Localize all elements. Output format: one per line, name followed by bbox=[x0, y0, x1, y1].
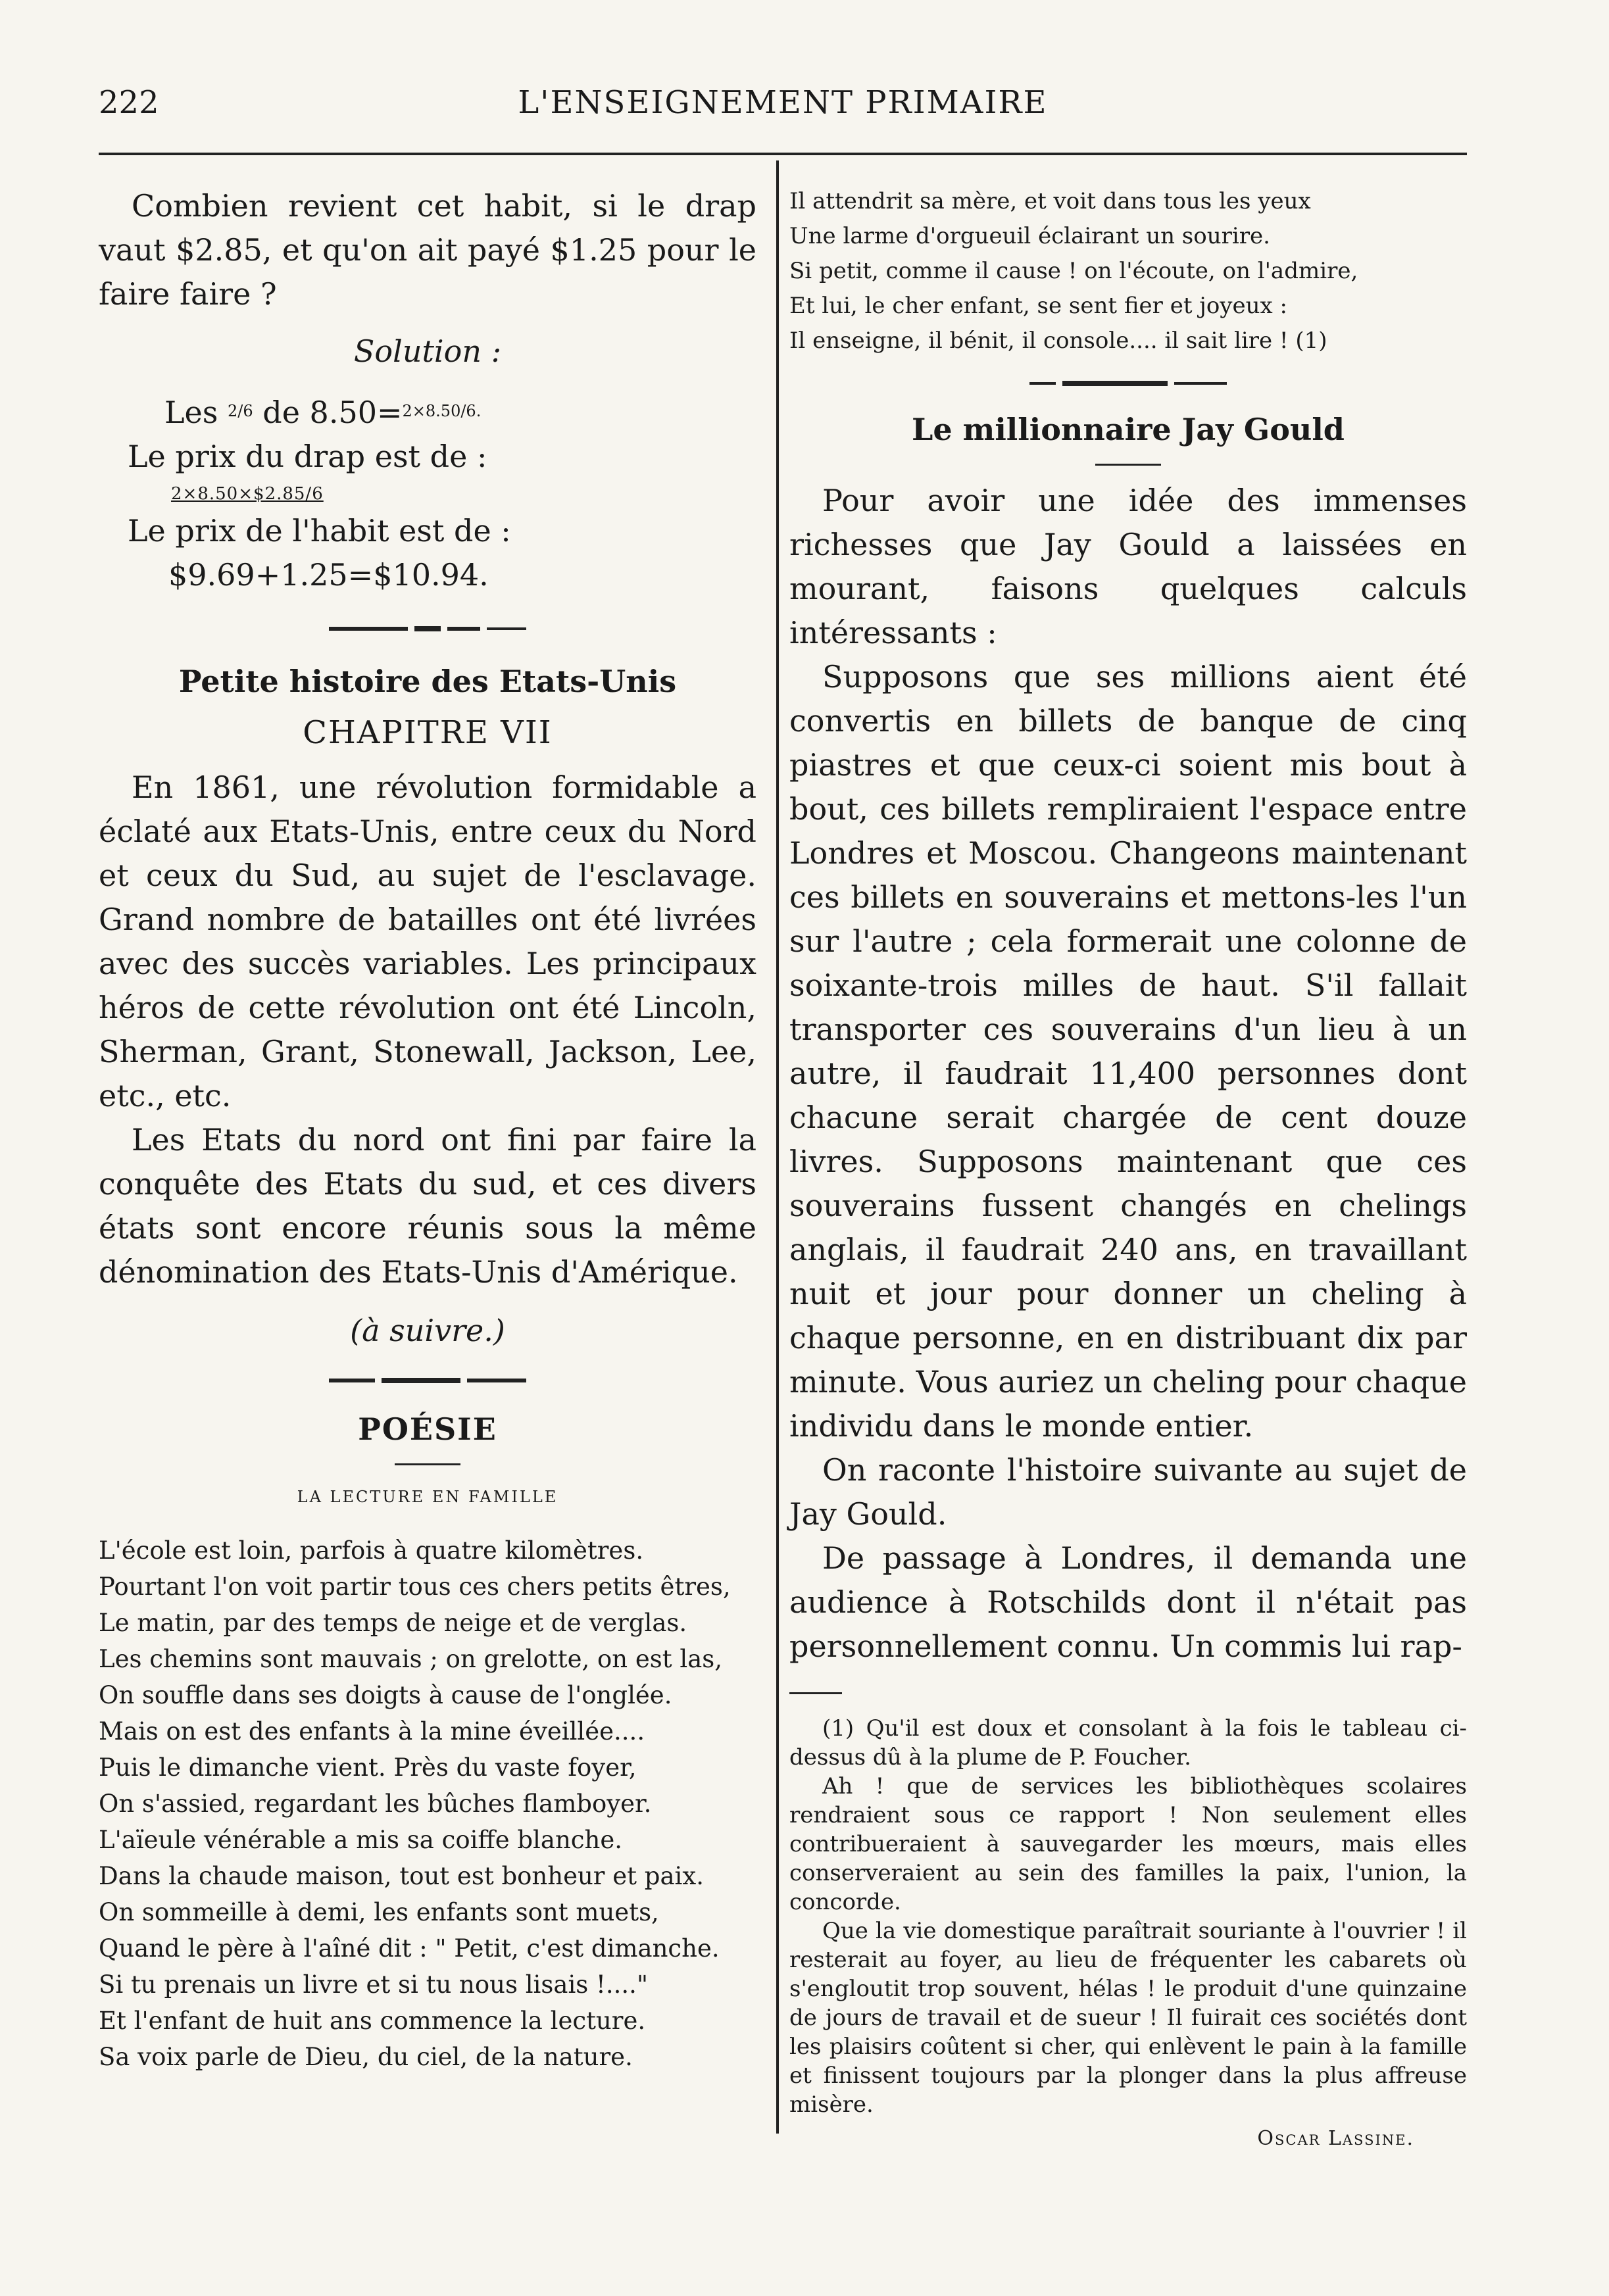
poem-line: Les chemins sont mauvais ; on grelotte, on est las, bbox=[99, 1645, 723, 1673]
poem-line: On souffle dans ses doigts à cause de l'onglée. bbox=[99, 1681, 672, 1709]
verse-line: Et lui, le cher enfant, se sent fier et joyeux : bbox=[789, 293, 1287, 319]
poem-line: Si tu prenais un livre et si tu nous lisais !...." bbox=[99, 1970, 648, 1999]
column-divider bbox=[776, 160, 779, 2134]
verse-line: Il attendrit sa mère, et voit dans tous les yeux bbox=[789, 188, 1311, 214]
footnote-3: Que la vie domestique paraîtrait souriante à l'ouvrier ! il resterait au foyer, au lieu de fréquenter les cabarets où s'engloutit trop souvent, hélas ! le produit d'une quinzaine de jours de travail et de sueur ! Il fuirait ces sociétés dont les plaisirs coûtent si cher, qui enlèvent le pain à la famille et finissent toujours par la plonger dans la plus affreuse misère. bbox=[789, 1918, 1467, 2118]
header-rule bbox=[99, 153, 1467, 155]
poem-line: Et l'enfant de huit ans commence la lecture. bbox=[99, 2007, 646, 2035]
math-line1-prefix: Les bbox=[164, 395, 218, 430]
page-number: 222 bbox=[99, 84, 159, 121]
poesie-rule bbox=[395, 1463, 460, 1465]
poem-line: L'aïeule vénérable a mis sa coiffe blanche. bbox=[99, 1826, 622, 1854]
poem-line: L'école est loin, parfois à quatre kilomètres. bbox=[99, 1536, 644, 1565]
poem-line: Sa voix parle de Dieu, du ciel, de la nature. bbox=[99, 2043, 633, 2071]
math-line-3: Le prix de l'habit est de : bbox=[128, 513, 511, 549]
poem-line: Mais on est des enfants à la mine éveillée.... bbox=[99, 1717, 645, 1746]
math-line1-expression: 2×8.50/6. bbox=[402, 402, 482, 420]
a-suivre: (à suivre.) bbox=[350, 1313, 505, 1348]
article-paragraph-1: Pour avoir une idée des immenses richesses que Jay Gould a laissées en mourant, faisons quelques calculs intéressants : bbox=[789, 483, 1467, 650]
poem-line: On s'assied, regardant les bûches flamboyer. bbox=[99, 1790, 652, 1818]
verse-line: Il enseigne, il bénit, il console.... il sait lire ! (1) bbox=[789, 328, 1327, 354]
running-title: L'ENSEIGNEMENT PRIMAIRE bbox=[518, 84, 1048, 121]
poem-line: Puis le dimanche vient. Près du vaste foyer, bbox=[99, 1753, 637, 1782]
math-line-1 bbox=[99, 389, 756, 435]
poem-line: Dans la chaude maison, tout est bonheur et paix. bbox=[99, 1862, 704, 1890]
right-column bbox=[789, 184, 1467, 2150]
poem-title: LA LECTURE EN FAMILLE bbox=[297, 1488, 558, 1506]
article-title: Le millionnaire Jay Gould bbox=[912, 412, 1345, 447]
verse-line: Une larme d'orgueuil éclairant un sourire. bbox=[789, 223, 1270, 249]
verse-continuation bbox=[789, 184, 1467, 358]
solution-label: Solution : bbox=[353, 333, 502, 369]
footnote-rule bbox=[789, 1692, 842, 1694]
math-fraction: 2/6 bbox=[228, 402, 253, 420]
history-paragraph-2: Les Etats du nord ont fini par faire la conquête des Etats du sud, et ces divers états sont encore réunis sous la même dénomination des Etats-Unis d'Amérique. bbox=[99, 1122, 756, 1290]
signature: Oscar Lassine. bbox=[1257, 2127, 1414, 2150]
poesie-title: POÉSIE bbox=[358, 1411, 497, 1447]
article-rule bbox=[1095, 464, 1161, 466]
footnote-1: (1) Qu'il est doux et consolant à la fois le tableau ci-dessus dû à la plume de P. Foucher. bbox=[789, 1715, 1467, 1771]
article-paragraph-4: De passage à Londres, il demanda une audience à Rotschilds dont il n'était pas personnellement connu. Un commis lui rap- bbox=[789, 1540, 1467, 1664]
ornament-divider-1 bbox=[329, 623, 526, 634]
problem-text: Combien revient cet habit, si le drap vaut $2.85, et qu'on ait payé $1.25 pour le faire faire ? bbox=[99, 188, 756, 312]
math-line-2: Le prix du drap est de : bbox=[128, 439, 487, 474]
article-paragraph-3: On raconte l'histoire suivante au sujet de Jay Gould. bbox=[789, 1452, 1467, 1532]
poem-line: On sommeille à demi, les enfants sont muets, bbox=[99, 1898, 659, 1926]
footnote-2: Ah ! que de services les bibliothèques scolaires rendraient sous ce rapport ! Non seulement elles contribueraient à sauvegarder les mœurs, mais elles conserveraient au sein des familles la paix, l'union, la concorde. bbox=[789, 1773, 1467, 1915]
ornament-divider-3 bbox=[1029, 378, 1227, 389]
poem-line: Pourtant l'on voit partir tous ces chers petits êtres, bbox=[99, 1573, 731, 1601]
history-title: Petite histoire des Etats-Unis bbox=[178, 664, 677, 699]
poem-line: Le matin, par des temps de neige et de verglas. bbox=[99, 1609, 687, 1637]
chapter-heading: CHAPITRE VII bbox=[303, 714, 553, 751]
history-paragraph-1: En 1861, une révolution formidable a éclaté aux Etats-Unis, entre ceux du Nord et ceux du Sud, au sujet de l'esclavage. Grand nombre de batailles ont été livrées avec des succès variables. Les principaux héros de cette révolution ont été Lincoln, Sherman, Grant, Stonewall, Jackson, Lee, etc., etc. bbox=[99, 769, 756, 1113]
ornament-divider-2 bbox=[329, 1375, 526, 1386]
math-line2-expression: 2×8.50×$2.85/6 bbox=[171, 484, 324, 504]
page-header bbox=[99, 78, 1467, 130]
left-column bbox=[99, 184, 756, 2075]
poem-line: Quand le père à l'aîné dit : " Petit, c'est dimanche. bbox=[99, 1934, 720, 1963]
article-paragraph-2: Supposons que ses millions aient été convertis en billets de banque de cinq piastres et que ceux-ci soient mis bout à bout, ces billets rempliraient l'espace entre Londres et Moscou. Changeons maintenant ces billets en souverains et mettons-les l'un sur l'autre ; cela formerait une colonne de soixante-trois milles de haut. S'il fallait transporter ces souverains d'un lieu à un autre, il faudrait 11,400 personnes dont chacune serait chargée de cent douze livres. Supposons maintenant que ces souverains fussent changés en chelings anglais, il faudrait 240 ans, en travaillant nuit et jour pour donner un cheling à chaque personne, en en distribuant dix par minute. Vous auriez un cheling pour chaque individu dans le monde entier. bbox=[789, 659, 1467, 1444]
math-line1-suffix: de 8.50= bbox=[262, 395, 403, 430]
poem bbox=[99, 1532, 756, 2075]
math-line-4: $9.69+1.25=$10.94. bbox=[168, 557, 489, 593]
verse-line: Si petit, comme il cause ! on l'écoute, on l'admire, bbox=[789, 258, 1358, 284]
